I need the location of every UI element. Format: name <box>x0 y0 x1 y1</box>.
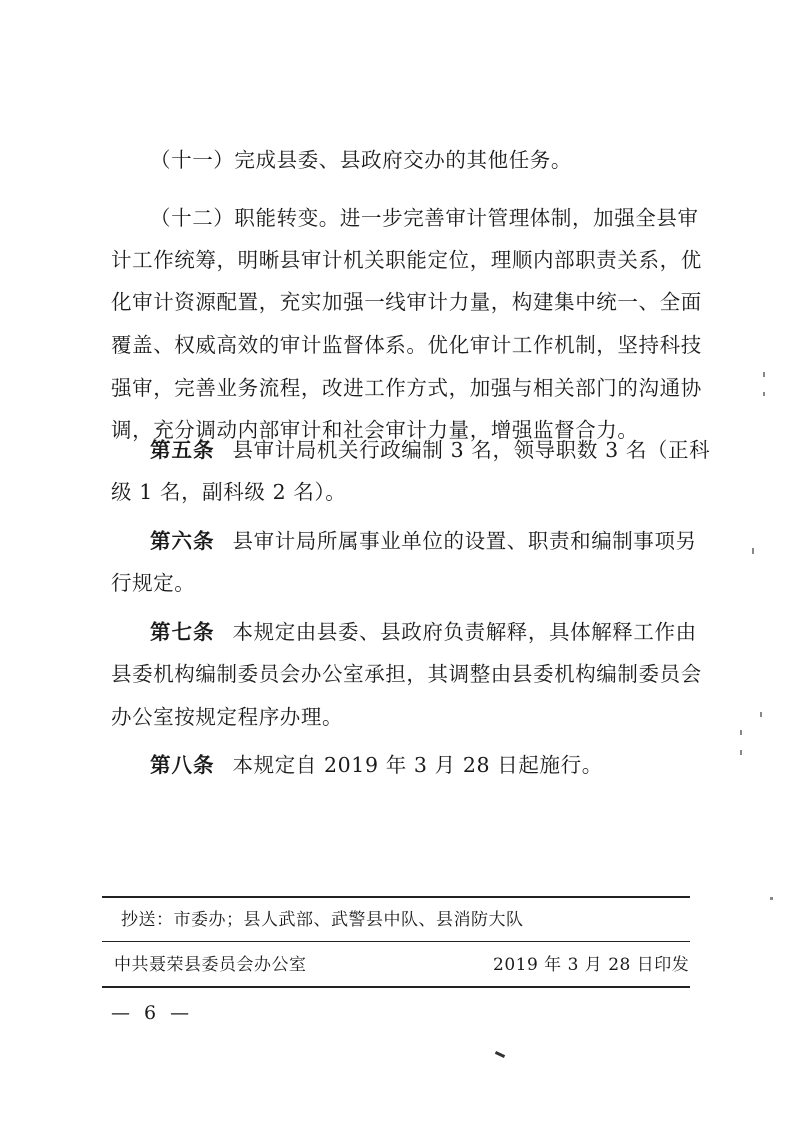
footer-middle-rule <box>102 941 690 942</box>
article-8-line-1 <box>150 745 691 785</box>
article-7-label: 第七条 <box>150 620 215 644</box>
scan-speck <box>763 392 765 396</box>
article-8-text: 本规定自 2019 年 3 月 28 日起施行。 <box>232 753 603 777</box>
article-7-line-3: 办公室按规定程序办理。 <box>111 705 344 729</box>
page-number: — 6 — <box>111 1002 194 1024</box>
scan-speck <box>740 730 742 735</box>
scan-speck <box>770 897 773 900</box>
article-5-line-2: 级 1 名，副科级 2 名）。 <box>111 480 347 504</box>
article-7-line-2: 县委机构编制委员会办公室承担，其调整由县委机构编制委员会 <box>111 662 702 686</box>
scan-speck <box>760 712 762 717</box>
item-12-line-1: （十二）职能转变。进一步完善审计管理体制，加强全县审 <box>150 206 699 230</box>
footer-top-rule <box>102 896 690 898</box>
issue-date: 2019 年 3 月 28 日印发 <box>493 955 690 975</box>
scan-speck <box>752 548 754 554</box>
article-5-text: 县审计局机关行政编制 3 名，领导职数 3 名（正科 <box>232 438 711 462</box>
article-7-line-1 <box>150 612 697 652</box>
article-6-line-1 <box>150 521 697 561</box>
article-5-line-1 <box>150 430 711 470</box>
footer-bottom-rule <box>102 986 690 988</box>
article-8-label: 第八条 <box>150 753 215 777</box>
item-12-line-3: 化审计资源配置，充实加强一线审计力量，构建集中统一、全面 <box>111 290 702 314</box>
scan-speck <box>495 1051 505 1058</box>
item-12-line-6: 调，充分调动内部审计和社会审计力量，增强监督合力。 <box>111 418 639 442</box>
article-6-text: 县审计局所属事业单位的设置、职责和编制事项另 <box>232 529 697 553</box>
issuer: 中共聂荣县委员会办公室 <box>114 955 307 975</box>
cc-line: 抄送：市委办；县人武部、武警县中队、县消防大队 <box>121 910 524 930</box>
article-7-text: 本规定由县委、县政府负责解释，具体解释工作由 <box>232 620 697 644</box>
item-11-line: （十一）完成县委、县政府交办的其他任务。 <box>150 148 572 172</box>
article-6-line-2: 行规定。 <box>111 571 196 595</box>
item-12-line-5: 强审，完善业务流程，改进工作方式，加强与相关部门的沟通协 <box>111 376 702 400</box>
item-12-line-2: 计工作统筹，明晰县审计机关职能定位，理顺内部职责关系，优 <box>111 248 702 272</box>
article-6-label: 第六条 <box>150 529 215 553</box>
scan-speck <box>740 750 742 755</box>
item-12-line-4: 覆盖、权威高效的审计监督体系。优化审计工作机制，坚持科技 <box>111 333 702 357</box>
article-5-label: 第五条 <box>150 438 215 462</box>
scan-speck <box>763 372 765 377</box>
